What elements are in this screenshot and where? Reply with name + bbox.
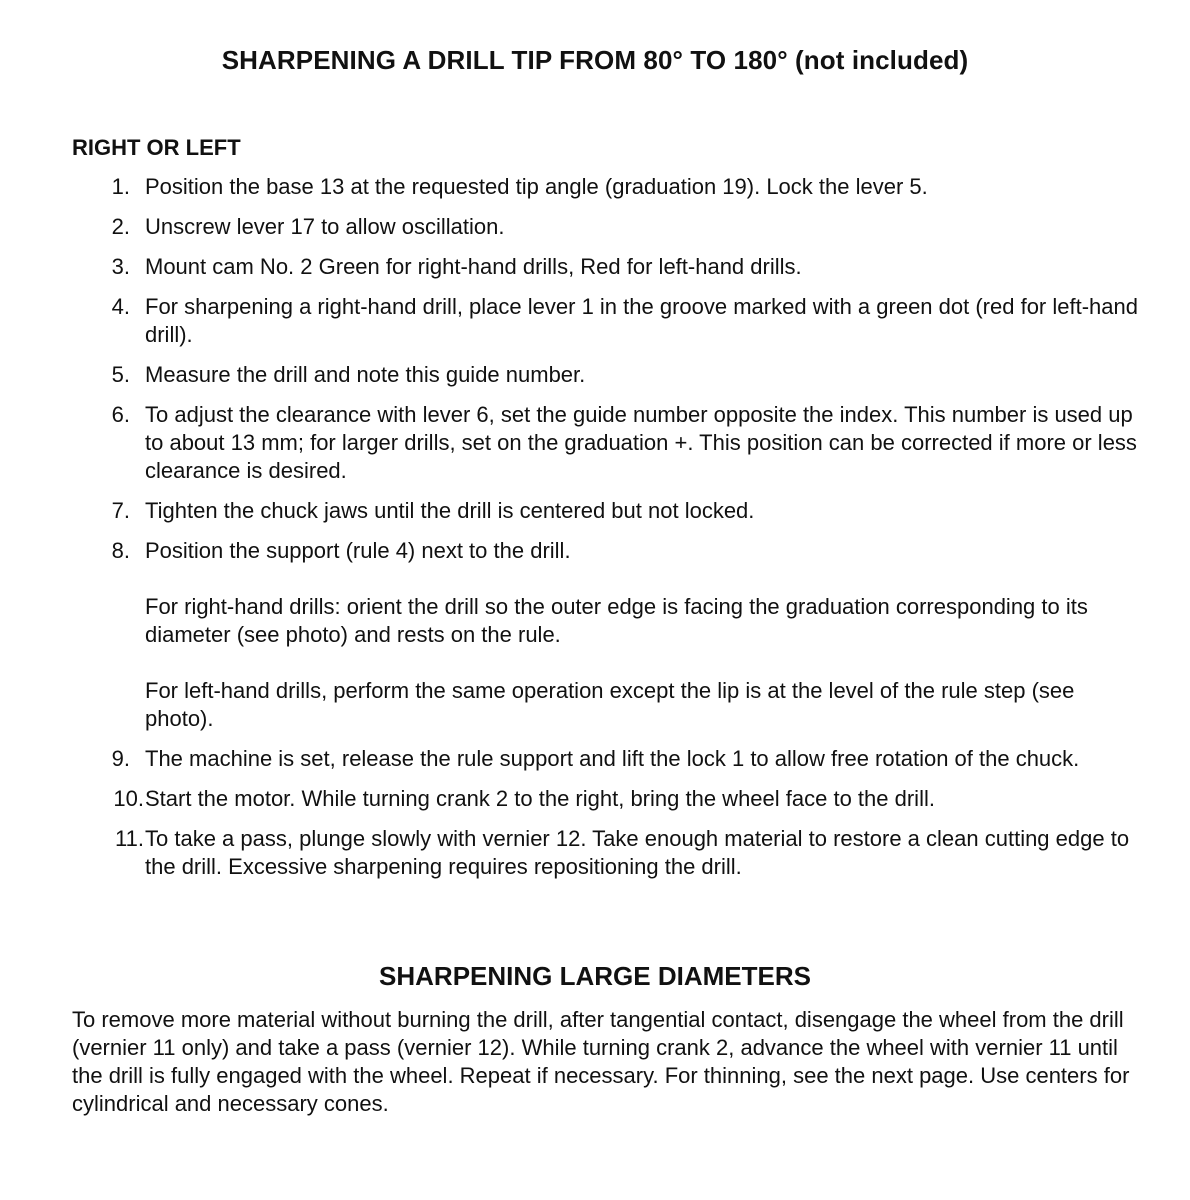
step-number: 8.	[111, 538, 130, 563]
step-text: To take a pass, plunge slowly with vernier 12. Take enough material to restore a clean cutting edge to the drill. Excessive sharpening requires repositioning the drill.	[145, 826, 1130, 879]
step-text: For sharpening a right-hand drill, place lever 1 in the groove marked with a green dot (red for left-hand drill).	[145, 294, 1138, 347]
step-number: 3.	[111, 254, 130, 279]
step-number: 9.	[111, 746, 130, 771]
step-text: Position the support (rule 4) next to the drill.	[145, 538, 571, 563]
step-text: Start the motor. While turning crank 2 to the right, bring the wheel face to the drill.	[145, 786, 935, 811]
list-item	[72, 497, 1142, 525]
step-number: 7.	[111, 498, 130, 523]
steps-list	[72, 173, 1142, 893]
list-item	[72, 173, 1142, 201]
large-diameters-paragraph: To remove more material without burning the drill, after tangential contact, disengage the wheel from the drill (vernier 11 only) and take a pass (vernier 12). While turning crank 2, advance the wheel with vernier 11 until the drill is fully engaged with the wheel. Repeat if necessary. For thinning, see the next page. Use centers for cylindrical and necessary cones.	[72, 1007, 1130, 1116]
list-item	[72, 537, 1142, 733]
page-title: SHARPENING A DRILL TIP FROM 80° TO 180° (not included)	[221, 45, 969, 75]
step-text: Tighten the chuck jaws until the drill is centered but not locked.	[145, 498, 755, 523]
step-sub-paragraph-right-hand: For right-hand drills: orient the drill so the outer edge is facing the graduation corresponding to its diameter (see photo) and rests on the rule.	[145, 594, 1088, 647]
step-number: 10.	[113, 786, 144, 811]
step-text: Mount cam No. 2 Green for right-hand drills, Red for left-hand drills.	[145, 254, 802, 279]
step-text: Unscrew lever 17 to allow oscillation.	[145, 214, 505, 239]
list-item	[72, 213, 1142, 241]
step-text: Position the base 13 at the requested tip angle (graduation 19). Lock the lever 5.	[145, 174, 928, 199]
step-text: To adjust the clearance with lever 6, set the guide number opposite the index. This number is used up to about 13 mm; for larger drills, set on the graduation +. This position can be corrected if more or less clearance is desired.	[145, 402, 1137, 483]
list-item	[72, 253, 1142, 281]
step-number: 4.	[111, 294, 130, 319]
section-heading-right-or-left: RIGHT OR LEFT	[72, 135, 241, 160]
step-text: Measure the drill and note this guide number.	[145, 362, 586, 387]
list-item	[72, 825, 1142, 881]
list-item	[72, 785, 1142, 813]
step-number: 5.	[111, 362, 130, 387]
list-item	[72, 293, 1142, 349]
step-number: 2.	[111, 214, 130, 239]
step-number: 1.	[111, 174, 130, 199]
section-heading-large-diameters: SHARPENING LARGE DIAMETERS	[379, 961, 811, 991]
list-item	[72, 361, 1142, 389]
list-item	[72, 745, 1142, 773]
step-number: 6.	[111, 402, 130, 427]
list-item	[72, 401, 1142, 485]
step-text: The machine is set, release the rule support and lift the lock 1 to allow free rotation of the chuck.	[145, 746, 1080, 771]
step-sub-paragraph-left-hand: For left-hand drills, perform the same operation except the lip is at the level of the rule step (see photo).	[145, 678, 1075, 731]
step-number: 11.	[115, 826, 144, 851]
